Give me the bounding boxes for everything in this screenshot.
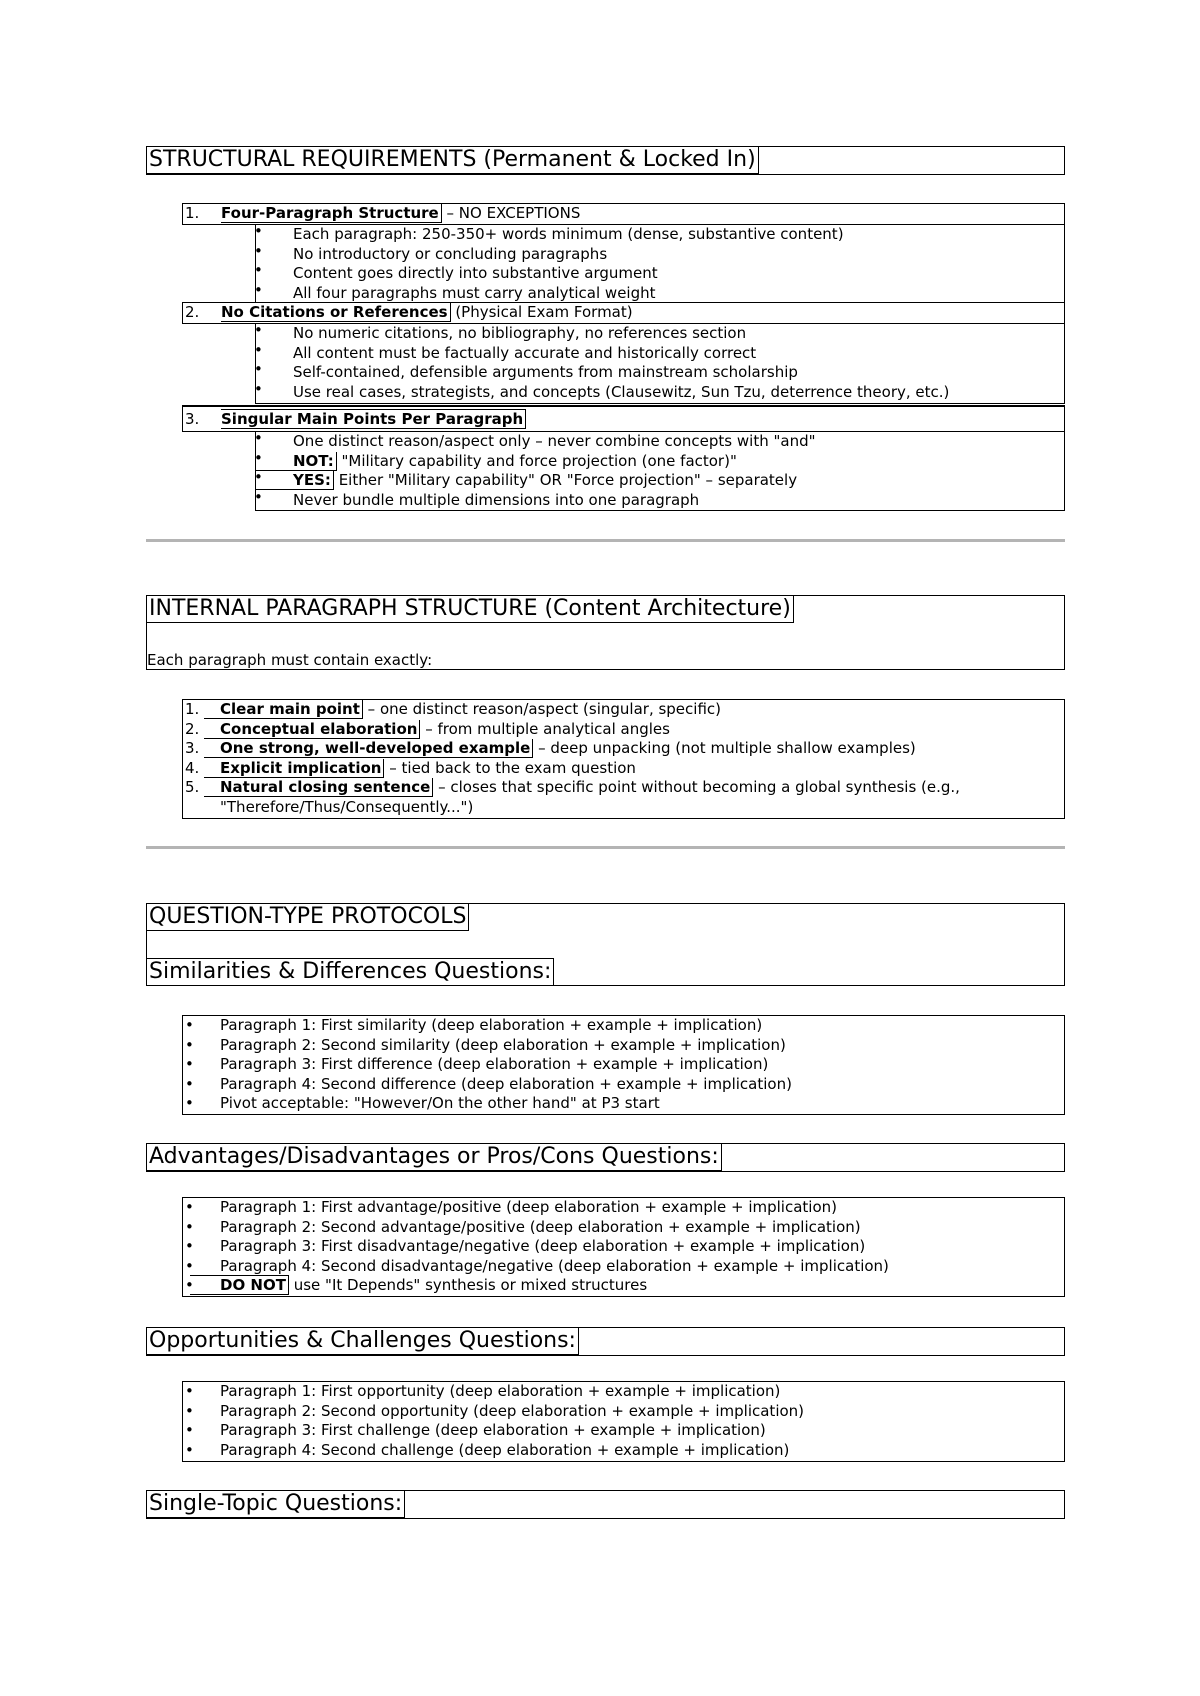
- bullet-text: Paragraph 1: First opportunity (deep elaboration + example + implication): [220, 1382, 781, 1400]
- list-item: [183, 700, 1064, 720]
- section-internal-structure: [146, 595, 1065, 670]
- bullet-text: Paragraph 2: Second opportunity (deep elaboration + example + implication): [220, 1401, 805, 1420]
- bullet-icon: •: [254, 429, 263, 447]
- bullet-icon: •: [254, 360, 263, 378]
- section-title: QUESTION-TYPE PROTOCOLS: [147, 904, 469, 931]
- list-item: [183, 1402, 1064, 1422]
- opportunities-list: [182, 1381, 1065, 1462]
- bullet-text: All four paragraphs must carry analytical weight: [293, 283, 656, 302]
- subsection-title-single-topic: Single-Topic Questions:: [147, 1491, 405, 1518]
- list-item: [183, 1055, 1064, 1075]
- bullet-text: One distinct reason/aspect only – never combine concepts with "and": [293, 432, 816, 450]
- bullet-icon: •: [254, 222, 263, 240]
- section-intro: Each paragraph must contain exactly:: [147, 651, 433, 669]
- bullet-list-1: [255, 224, 1065, 303]
- advantages-list: [182, 1197, 1065, 1297]
- item-text: – closes that specific point without becoming a global synthesis (e.g.,: [433, 778, 960, 796]
- item-label: Explicit implication: [204, 759, 384, 778]
- not-label: NOT:: [256, 452, 337, 471]
- subsection-single-topic: [146, 1490, 1065, 1519]
- bullet-icon: •: [254, 241, 263, 260]
- item-text: – one distinct reason/aspect (singular, specific): [362, 700, 722, 718]
- list-item: [183, 1257, 1064, 1277]
- item-number: 3.: [185, 739, 200, 757]
- item-number: 2.: [185, 719, 200, 738]
- section-title: STRUCTURAL REQUIREMENTS (Permanent & Locked In): [147, 147, 759, 174]
- item-number: 4.: [185, 758, 200, 777]
- requirement-item-2: [182, 302, 1065, 324]
- list-item: [183, 1237, 1064, 1257]
- list-item: [183, 720, 1064, 740]
- item-number: 1.: [185, 700, 200, 718]
- bullet-icon: •: [185, 1401, 194, 1420]
- list-item-continuation: [183, 798, 1064, 818]
- item-content: [220, 700, 721, 720]
- list-item: [183, 1276, 1064, 1296]
- item-label-rest: – NO EXCEPTIONS: [441, 204, 581, 222]
- bullet-list-2: [255, 323, 1065, 404]
- bullet-icon: •: [185, 1035, 194, 1054]
- bullet-icon: •: [185, 1256, 194, 1275]
- item-content: [220, 739, 916, 759]
- bullet-text: Content goes directly into substantive argument: [293, 264, 658, 282]
- divider: [146, 846, 1065, 849]
- bullet-text: Paragraph 2: Second advantage/positive (deep elaboration + example + implication): [220, 1217, 861, 1236]
- item-label: Four-Paragraph Structure: [221, 204, 442, 223]
- list-item: [183, 759, 1064, 779]
- bullet-icon: •: [254, 340, 263, 359]
- list-item: [183, 1198, 1064, 1218]
- item-label-row: [221, 204, 580, 223]
- list-item: [183, 778, 1064, 798]
- requirement-item-1: [182, 203, 1065, 225]
- item-label-row: [221, 410, 526, 429]
- bullet-text: Pivot acceptable: "However/On the other hand" at P3 start: [220, 1094, 660, 1112]
- bullet-icon: •: [254, 261, 263, 279]
- bullet-text: Paragraph 3: First disadvantage/negative (deep elaboration + example + implication): [220, 1237, 866, 1255]
- content-architecture-list: [182, 699, 1065, 819]
- yes-text: Either "Military capability" OR "Force projection" – separately: [333, 471, 798, 489]
- bullet-list-3: [255, 431, 1065, 511]
- list-item: [183, 1036, 1064, 1056]
- similarities-list: [182, 1015, 1065, 1115]
- item-number: 1.: [185, 204, 200, 222]
- subsection-title-opportunities: Opportunities & Challenges Questions:: [147, 1328, 579, 1355]
- list-item: [183, 739, 1064, 759]
- bullet-icon: •: [185, 1217, 194, 1236]
- list-item: [183, 1016, 1064, 1036]
- bullet-icon: •: [185, 1074, 194, 1093]
- bullet-icon: •: [254, 280, 263, 299]
- bullet-text: [293, 452, 737, 472]
- bullet-icon: •: [185, 1276, 194, 1294]
- item-text: – from multiple analytical angles: [420, 719, 670, 738]
- bullet-text: All content must be factually accurate and historically correct: [293, 343, 757, 362]
- do-not-text: use "It Depends" synthesis or mixed structures: [288, 1276, 648, 1294]
- bullet-text: No numeric citations, no bibliography, no references section: [293, 324, 747, 342]
- list-item: [183, 1075, 1064, 1095]
- bullet-icon: •: [185, 1055, 194, 1073]
- bullet-text: Paragraph 3: First challenge (deep elaboration + example + implication): [220, 1421, 766, 1439]
- bullet-text: Paragraph 3: First difference (deep elaboration + example + implication): [220, 1055, 769, 1073]
- bullet-icon: •: [254, 321, 263, 339]
- subsection-advantages: [146, 1143, 1065, 1172]
- bullet-text: Self-contained, defensible arguments from mainstream scholarship: [293, 363, 798, 381]
- bullet-text: Paragraph 2: Second similarity (deep elaboration + example + implication): [220, 1035, 786, 1054]
- bullet-text: Paragraph 4: Second difference (deep elaboration + example + implication): [220, 1074, 792, 1093]
- bullet-text: No introductory or concluding paragraphs: [293, 244, 608, 263]
- bullet-icon: •: [185, 1421, 194, 1439]
- bullet-icon: •: [254, 468, 263, 486]
- item-text: – tied back to the exam question: [384, 758, 636, 777]
- item-label: No Citations or References: [221, 303, 451, 322]
- bullet-text: Paragraph 1: First similarity (deep elaboration + example + implication): [220, 1016, 763, 1034]
- item-text: – deep unpacking (not multiple shallow examples): [533, 739, 916, 757]
- section-title: INTERNAL PARAGRAPH STRUCTURE (Content Architecture): [147, 596, 794, 623]
- requirement-item-3: [182, 405, 1065, 432]
- subsection-opportunities: [146, 1327, 1065, 1356]
- bullet-icon: •: [185, 1016, 194, 1034]
- item-label: Natural closing sentence: [204, 778, 433, 797]
- item-number: 2.: [185, 303, 200, 321]
- bullet-text: Paragraph 4: Second challenge (deep elaboration + example + implication): [220, 1440, 790, 1459]
- item-label: Clear main point: [204, 700, 363, 719]
- bullet-icon: •: [254, 488, 263, 506]
- item-label-row: [221, 303, 633, 322]
- item-label: Conceptual elaboration: [204, 720, 420, 739]
- list-item: [183, 1218, 1064, 1238]
- bullet-text: Paragraph 4: Second disadvantage/negative (deep elaboration + example + implication): [220, 1256, 889, 1275]
- divider: [146, 539, 1065, 542]
- yes-label: YES:: [256, 471, 334, 490]
- bullet-text: [220, 1276, 647, 1296]
- bullet-icon: •: [185, 1094, 194, 1112]
- item-content: [220, 720, 670, 740]
- subsection-title-similarities: Similarities & Differences Questions:: [147, 958, 554, 985]
- item-text: "Therefore/Thus/Consequently..."): [220, 797, 474, 816]
- bullet-icon: •: [185, 1237, 194, 1255]
- list-item: [183, 1421, 1064, 1441]
- item-content: [220, 759, 636, 779]
- bullet-icon: •: [185, 1382, 194, 1400]
- item-content: [220, 778, 960, 798]
- bullet-text: Never bundle multiple dimensions into one paragraph: [293, 491, 700, 509]
- item-label-rest: (Physical Exam Format): [450, 303, 633, 321]
- bullet-icon: •: [185, 1440, 194, 1459]
- bullet-text: Paragraph 1: First advantage/positive (deep elaboration + example + implication): [220, 1198, 837, 1216]
- not-text: "Military capability and force projection (one factor)": [336, 451, 737, 470]
- bullet-icon: •: [254, 448, 263, 467]
- do-not-label: DO NOT: [190, 1275, 289, 1295]
- list-item: [183, 1094, 1064, 1114]
- item-number: 5.: [185, 778, 200, 796]
- bullet-text: [293, 471, 797, 491]
- bullet-text: Each paragraph: 250-350+ words minimum (dense, substantive content): [293, 225, 844, 243]
- bullet-icon: •: [185, 1198, 194, 1216]
- bullet-icon: •: [254, 379, 263, 398]
- bullet-text: Use real cases, strategists, and concepts (Clausewitz, Sun Tzu, deterrence theory, etc.): [293, 382, 950, 401]
- subsection-title-advantages: Advantages/Disadvantages or Pros/Cons Questions:: [147, 1144, 722, 1171]
- item-label: Singular Main Points Per Paragraph: [221, 409, 526, 429]
- list-item: [183, 1441, 1064, 1461]
- section-question-protocols: [146, 903, 1065, 986]
- item-number: 3.: [185, 410, 200, 428]
- list-item: [183, 1382, 1064, 1402]
- item-label: One strong, well-developed example: [204, 739, 533, 758]
- section-structural-requirements: [146, 146, 1065, 175]
